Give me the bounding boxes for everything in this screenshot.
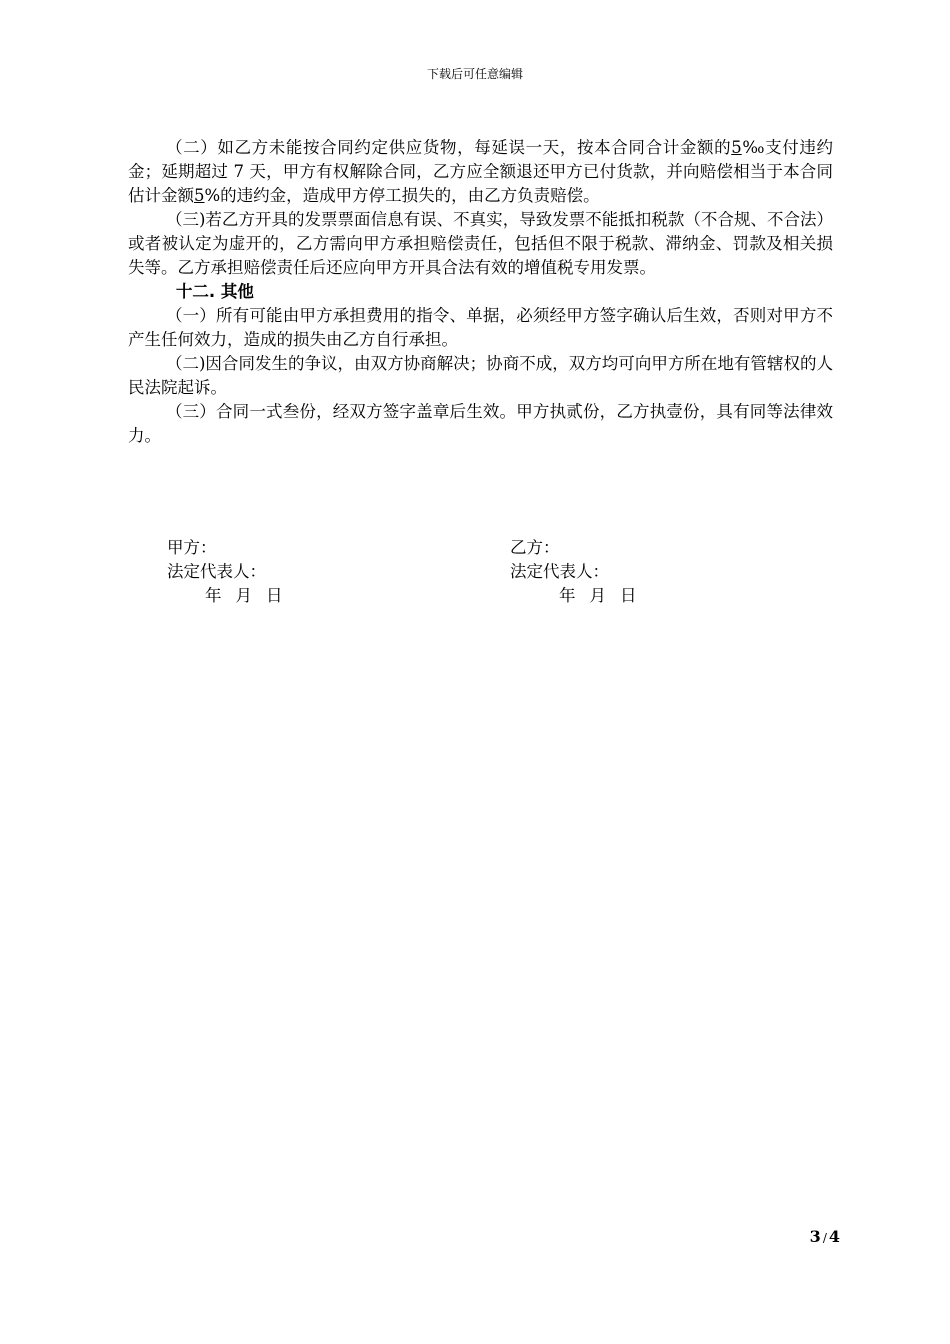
day-label: 日 (266, 586, 283, 605)
current-page: 3 (809, 1227, 821, 1246)
paragraph-copies: （三）合同一式叁份，经双方签字盖章后生效。甲方执贰份，乙方执壹份，具有同等法律效力。 (128, 402, 833, 445)
paragraph-instructions: （一）所有可能由甲方承担费用的指令、单据，必须经甲方签字确认后生效，否则对甲方不产生任何效力，造成的损失由乙方自行承担。 (128, 306, 833, 349)
party-a-date (167, 584, 297, 608)
document-body (128, 136, 833, 448)
month-label: 月 (589, 586, 606, 605)
total-pages: 4 (828, 1227, 840, 1246)
party-b-signature (510, 536, 651, 608)
party-a-label: 甲方： (167, 538, 217, 557)
page-number (790, 1227, 840, 1246)
paragraph-disputes: （二)因合同发生的争议，由双方协商解决；协商不成，双方均可向甲方所在地有管辖权的人民法院起诉。 (128, 354, 833, 397)
month-label: 月 (235, 586, 252, 605)
paragraph-delay-penalty (128, 136, 833, 208)
page-separator: / (822, 1231, 827, 1245)
party-a-rep-label: 法定代表人： (167, 562, 266, 581)
day-label: 日 (620, 586, 637, 605)
year-label: 年 (559, 586, 576, 605)
year-label: 年 (205, 586, 222, 605)
party-b-label: 乙方： (510, 538, 560, 557)
party-a-signature (167, 536, 297, 608)
party-b-date (510, 584, 651, 608)
penalty-rate-daily: 5 (731, 138, 742, 157)
section-title: 十二. 其他 (175, 282, 254, 301)
penalty-rate-total: 5 (194, 186, 205, 205)
text-segment: （二）如乙方未能按合同约定供应货物，每延误一天，按本合同合计金额的 (165, 138, 732, 157)
paragraph-invoice-liability: （三)若乙方开具的发票票面信息有误、不真实，导致发票不能抵扣税款（不合规、不合法）或者被认定为虚开的，乙方需向甲方承担赔偿责任，包括但不限于税款、滞纳金、罚款及相关损失等。乙方承担赔偿责任后还应向甲方开具合法有效的增值税专用发票。 (128, 210, 833, 277)
text-segment: %的违约金，造成甲方停工损失的，由乙方负责赔偿。 (204, 186, 600, 205)
party-b-rep-label: 法定代表人： (510, 562, 609, 581)
page-header: 下载后可任意编辑 (426, 67, 523, 81)
text-segment: ‰支付违约金；延期超过 7 天，甲方有权解除合同，乙方应全额退还甲方已付货款，并向赔偿相当于本合同估计金额 (128, 138, 834, 205)
